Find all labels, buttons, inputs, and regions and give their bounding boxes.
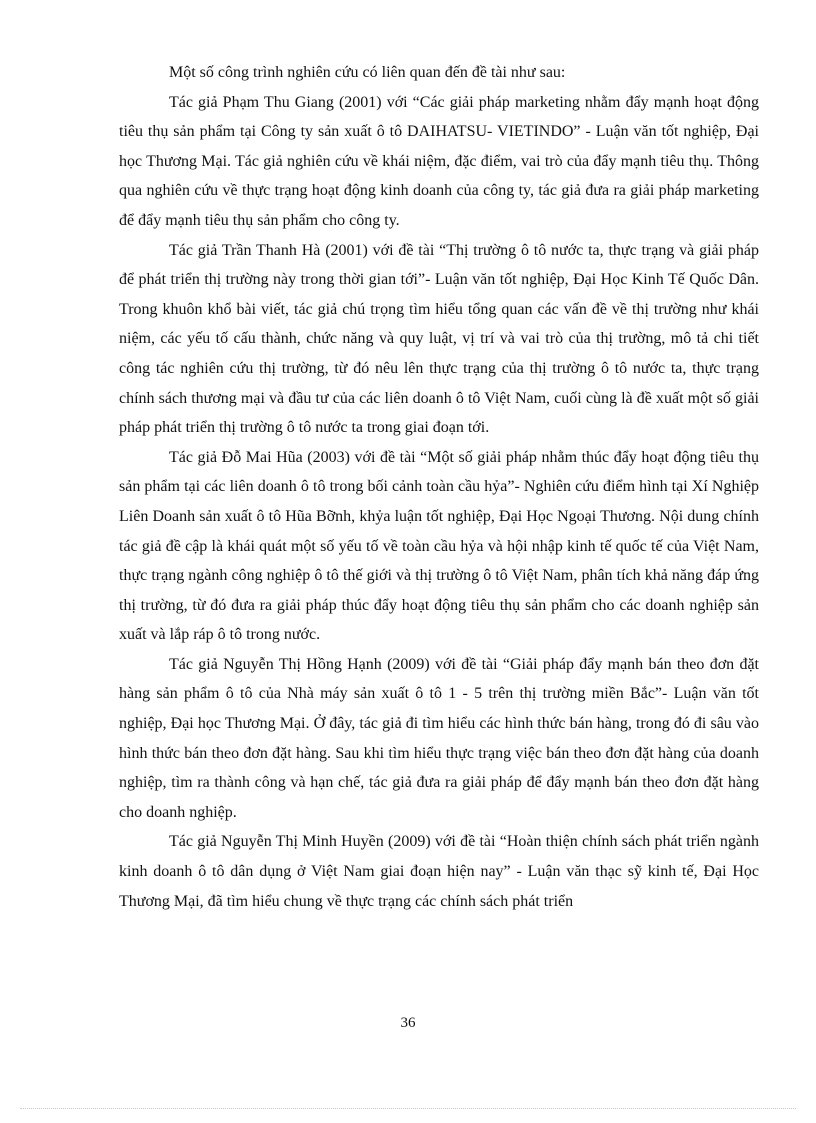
paragraph-tran-thanh-ha: Tác giả Trần Thanh Hà (2001) với đề tài “Thị trường ô tô nước ta, thực trạng và giải pháp để phát triển thị trường này trong thời gian tới”- Luận văn tốt nghiệp, Đại Học Kinh Tế Quốc Dân. Trong khuôn khổ bài viết, tác giả chú trọng tìm hiểu tổng quan các vấn đề về thị trường như khái niệm, các yếu tố cấu thành, chức năng và quy luật, vị trí và vai trò của thị trường, mô tả chi tiết công tác nghiên cứu thị trường, từ đó nêu lên thực trạng của thị trường ô tô nước ta, thực trạng chính sách thương mại và đầu tư của các liên doanh ô tô Việt Nam, cuối cùng là đề xuất một số giải pháp phát triển thị trường ô tô nước ta trong giai đoạn tới. — [119, 241, 759, 437]
paragraph-nguyen-thi-hong-hanh: Tác giả Nguyễn Thị Hồng Hạnh (2009) với đề tài “Giải pháp đẩy mạnh bán theo đơn đặt hàng sản phẩm ô tô của Nhà máy sản xuất ô tô 1 - 5 trên thị trường miền Bắc”- Luận văn tốt nghiệp, Đại học Thương Mại. Ở đây, tác giả đi tìm hiểu các hình thức bán hàng, trong đó đi sâu vào hình thức bán theo đơn đặt hàng. Sau khi tìm hiểu thực trạng việc bán theo đơn đặt hàng của doanh nghiệp, tìm ra thành công và hạn chế, tác giả đưa ra giải pháp để đẩy mạnh bán theo đơn đặt hàng cho doanh nghiệp. — [119, 655, 759, 821]
paragraph-do-mai-hua: Tác giả Đỗ Mai Hũa (2003) với đề tài “Một số giải pháp nhằm thúc đẩy hoạt động tiêu thụ sản phẩm tại các liên doanh ô tô trong bối cảnh toàn cầu hỷa”- Nghiên cứu điểm hình tại Xí Nghiệp Liên Doanh sản xuất ô tô Hũa Bỡnh, khỷa luận tốt nghiệp, Đại Học Ngoại Thương. Nội dung chính tác giả đề cập là khái quát một số yếu tố về toàn cầu hỷa và hội nhập kinh tế quốc tế của Việt Nam, thực trạng ngành công nghiệp ô tô thế giới và thị trường ô tô Việt Nam, phân tích khả năng đáp ứng thị trường, từ đó đưa ra giải pháp thúc đẩy hoạt động tiêu thụ sản phẩm cho các doanh nghiệp sản xuất và lắp ráp ô tô trong nước. — [119, 448, 759, 644]
paragraph-pham-thu-giang: Tác giả Phạm Thu Giang (2001) với “Các giải pháp marketing nhằm đẩy mạnh hoạt động tiêu thụ sản phẩm tại Công ty sản xuất ô tô DAIHATSU- VIETINDO” - Luận văn tốt nghiệp, Đại học Thương Mại. Tác giả nghiên cứu về khái niệm, đặc điểm, vai trò của đẩy mạnh tiêu thụ. Thông qua nghiên cứu về thực trạng hoạt động kinh doanh của công ty, tác giả đưa ra giải pháp marketing để đẩy mạnh tiêu thụ sản phẩm cho công ty. — [119, 93, 759, 229]
paragraph-intro: Một số công trình nghiên cứu có liên quan đến đề tài như sau: — [169, 64, 566, 81]
document-body — [119, 58, 759, 916]
page-number: 36 — [400, 1015, 416, 1031]
paragraph-nguyen-thi-minh-huyen: Tác giả Nguyễn Thị Minh Huyền (2009) với đề tài “Hoàn thiện chính sách phát triển ngành kinh doanh ô tô dân dụng ở Việt Nam giai đoạn hiện nay” - Luận văn thạc sỹ kinh tế, Đại Học Thương Mại, đã tìm hiểu chung về thực trạng các chính sách phát triển — [119, 833, 759, 910]
page-bottom-divider — [20, 1108, 796, 1109]
